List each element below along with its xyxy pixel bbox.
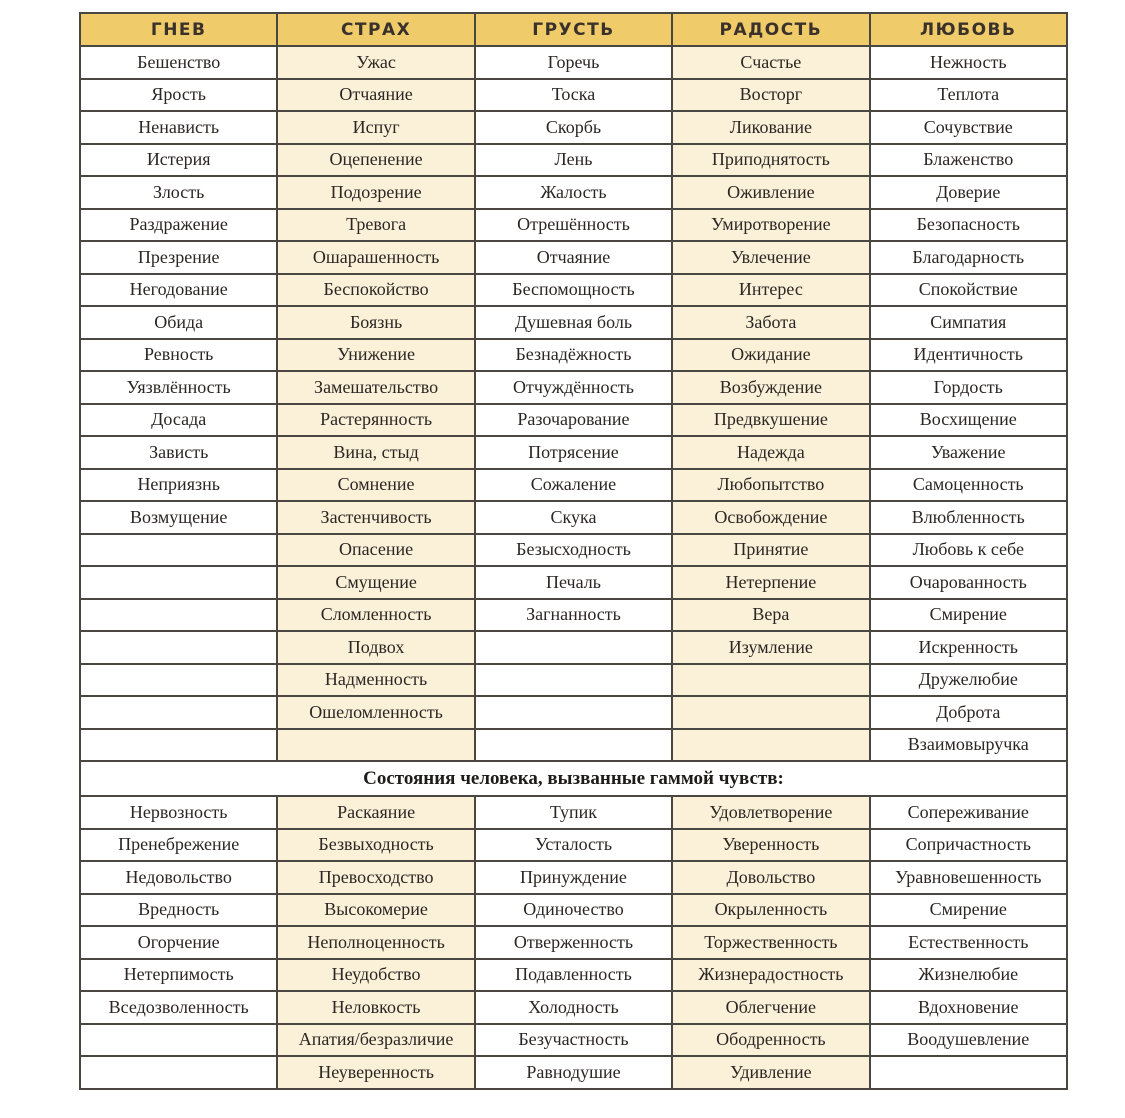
cell-sadness: Скорбь [475, 111, 672, 144]
table-row [80, 991, 1067, 1024]
cell-love: Смирение [870, 599, 1067, 632]
table-row [80, 959, 1067, 992]
table-row [80, 79, 1067, 112]
cell-fear: Тревога [277, 209, 474, 242]
table-row [80, 599, 1067, 632]
cell-fear: Высокомерие [277, 894, 474, 927]
cell-anger [80, 664, 277, 697]
cell-love: Идентичность [870, 339, 1067, 372]
cell-fear: Ужас [277, 46, 474, 79]
header-row [80, 13, 1067, 46]
cell-love: Спокойствие [870, 274, 1067, 307]
cell-anger [80, 631, 277, 664]
cell-anger: Злость [80, 176, 277, 209]
cell-joy: Нетерпение [672, 566, 869, 599]
cell-fear: Унижение [277, 339, 474, 372]
cell-love: Благодарность [870, 241, 1067, 274]
cell-anger: Огорчение [80, 926, 277, 959]
table-row [80, 436, 1067, 469]
header-fear: СТРАХ [277, 13, 474, 46]
cell-sadness: Сожаление [475, 469, 672, 502]
cell-sadness: Холодность [475, 991, 672, 1024]
cell-anger: Досада [80, 404, 277, 437]
cell-love: Сочувствие [870, 111, 1067, 144]
cell-joy: Ободренность [672, 1024, 869, 1057]
cell-joy: Приподнятость [672, 144, 869, 177]
cell-fear: Отчаяние [277, 79, 474, 112]
cell-love: Восхищение [870, 404, 1067, 437]
cell-joy: Возбуждение [672, 371, 869, 404]
table-row [80, 861, 1067, 894]
cell-fear: Надменность [277, 664, 474, 697]
table-row [80, 111, 1067, 144]
cell-anger [80, 696, 277, 729]
emotions-sheet [79, 12, 1066, 1090]
cell-sadness: Душевная боль [475, 306, 672, 339]
cell-anger [80, 729, 277, 762]
cell-love: Естественность [870, 926, 1067, 959]
cell-love: Самоценность [870, 469, 1067, 502]
table-row [80, 274, 1067, 307]
cell-sadness: Безучастность [475, 1024, 672, 1057]
cell-fear [277, 729, 474, 762]
cell-sadness: Беспомощность [475, 274, 672, 307]
cell-anger: Зависть [80, 436, 277, 469]
cell-anger: Ненависть [80, 111, 277, 144]
cell-fear: Подозрение [277, 176, 474, 209]
cell-love: Сопереживание [870, 796, 1067, 829]
section-row [80, 761, 1067, 796]
table-row [80, 469, 1067, 502]
cell-sadness: Безнадёжность [475, 339, 672, 372]
table-row [80, 566, 1067, 599]
cell-fear: Неудобство [277, 959, 474, 992]
cell-anger: Недовольство [80, 861, 277, 894]
table-row [80, 371, 1067, 404]
cell-joy: Надежда [672, 436, 869, 469]
cell-fear: Боязнь [277, 306, 474, 339]
table-row [80, 144, 1067, 177]
cell-joy: Жизнерадостность [672, 959, 869, 992]
cell-love: Влюбленность [870, 501, 1067, 534]
cell-sadness [475, 631, 672, 664]
cell-anger: Ярость [80, 79, 277, 112]
cell-joy [672, 729, 869, 762]
table-row [80, 729, 1067, 762]
cell-anger: Бешенство [80, 46, 277, 79]
cell-love: Взаимовыручка [870, 729, 1067, 762]
header-love: ЛЮБОВЬ [870, 13, 1067, 46]
table-row [80, 241, 1067, 274]
table-row [80, 829, 1067, 862]
cell-love: Теплота [870, 79, 1067, 112]
cell-anger: Негодование [80, 274, 277, 307]
cell-sadness: Печаль [475, 566, 672, 599]
emotions-table [79, 12, 1068, 1090]
cell-fear: Опасение [277, 534, 474, 567]
cell-love: Доверие [870, 176, 1067, 209]
cell-joy: Любопытство [672, 469, 869, 502]
cell-joy: Предвкушение [672, 404, 869, 437]
cell-love: Доброта [870, 696, 1067, 729]
cell-joy: Освобождение [672, 501, 869, 534]
cell-fear: Испуг [277, 111, 474, 144]
cell-sadness: Разочарование [475, 404, 672, 437]
cell-joy: Принятие [672, 534, 869, 567]
cell-love [870, 1056, 1067, 1089]
cell-fear: Ошеломленность [277, 696, 474, 729]
cell-anger: Неприязнь [80, 469, 277, 502]
cell-sadness: Отчаяние [475, 241, 672, 274]
cell-anger: Уязвлённость [80, 371, 277, 404]
table-row [80, 1024, 1067, 1057]
cell-love: Очарованность [870, 566, 1067, 599]
cell-fear: Сомнение [277, 469, 474, 502]
cell-love: Симпатия [870, 306, 1067, 339]
cell-joy: Умиротворение [672, 209, 869, 242]
cell-joy [672, 696, 869, 729]
cell-love: Уважение [870, 436, 1067, 469]
cell-joy: Удивление [672, 1056, 869, 1089]
cell-fear: Смущение [277, 566, 474, 599]
cell-love: Смирение [870, 894, 1067, 927]
cell-joy: Увлечение [672, 241, 869, 274]
cell-anger [80, 534, 277, 567]
cell-sadness: Тоска [475, 79, 672, 112]
cell-joy: Довольство [672, 861, 869, 894]
cell-fear: Растерянность [277, 404, 474, 437]
table-row [80, 631, 1067, 664]
table-row [80, 176, 1067, 209]
cell-love: Уравновешенность [870, 861, 1067, 894]
cell-love: Нежность [870, 46, 1067, 79]
cell-fear: Превосходство [277, 861, 474, 894]
cell-joy: Уверенность [672, 829, 869, 862]
states-body [80, 796, 1067, 1089]
cell-sadness: Усталость [475, 829, 672, 862]
cell-love: Вдохновение [870, 991, 1067, 1024]
table-row [80, 796, 1067, 829]
cell-joy: Забота [672, 306, 869, 339]
cell-love: Искренность [870, 631, 1067, 664]
cell-joy: Ликование [672, 111, 869, 144]
cell-joy: Изумление [672, 631, 869, 664]
cell-sadness: Равнодушие [475, 1056, 672, 1089]
cell-sadness: Горечь [475, 46, 672, 79]
cell-fear: Застенчивость [277, 501, 474, 534]
cell-fear: Неуверенность [277, 1056, 474, 1089]
table-row [80, 209, 1067, 242]
cell-anger [80, 566, 277, 599]
cell-fear: Безвыходность [277, 829, 474, 862]
cell-love: Любовь к себе [870, 534, 1067, 567]
cell-sadness: Отверженность [475, 926, 672, 959]
cell-sadness: Отрешённость [475, 209, 672, 242]
cell-fear: Неполноценность [277, 926, 474, 959]
cell-joy: Оживление [672, 176, 869, 209]
cell-love: Сопричастность [870, 829, 1067, 862]
cell-anger: Вредность [80, 894, 277, 927]
section-divider [80, 761, 1067, 796]
cell-fear: Подвох [277, 631, 474, 664]
cell-fear: Апатия/безразличие [277, 1024, 474, 1057]
cell-joy: Облегчение [672, 991, 869, 1024]
cell-love: Дружелюбие [870, 664, 1067, 697]
cell-sadness: Скука [475, 501, 672, 534]
cell-anger: Вседозволенность [80, 991, 277, 1024]
header-anger: ГНЕВ [80, 13, 277, 46]
cell-sadness: Принуждение [475, 861, 672, 894]
table-row [80, 404, 1067, 437]
cell-anger: Презрение [80, 241, 277, 274]
table-row [80, 664, 1067, 697]
cell-joy: Ожидание [672, 339, 869, 372]
table-row [80, 1056, 1067, 1089]
cell-fear: Замешательство [277, 371, 474, 404]
cell-sadness: Безысходность [475, 534, 672, 567]
cell-fear: Неловкость [277, 991, 474, 1024]
cell-joy: Окрыленность [672, 894, 869, 927]
cell-love: Жизнелюбие [870, 959, 1067, 992]
cell-anger: Нервозность [80, 796, 277, 829]
cell-sadness: Подавленность [475, 959, 672, 992]
cell-sadness [475, 696, 672, 729]
emotions-body [80, 46, 1067, 761]
table-row [80, 696, 1067, 729]
cell-anger [80, 599, 277, 632]
cell-anger: Нетерпимость [80, 959, 277, 992]
cell-joy: Счастье [672, 46, 869, 79]
header-sadness: ГРУСТЬ [475, 13, 672, 46]
cell-fear: Беспокойство [277, 274, 474, 307]
cell-sadness: Одиночество [475, 894, 672, 927]
cell-sadness: Тупик [475, 796, 672, 829]
table-row [80, 46, 1067, 79]
cell-fear: Раскаяние [277, 796, 474, 829]
cell-anger: Истерия [80, 144, 277, 177]
section-title: Состояния человека, вызванные гаммой чувств: [80, 761, 1067, 796]
table-row [80, 534, 1067, 567]
cell-anger: Пренебрежение [80, 829, 277, 862]
cell-sadness [475, 729, 672, 762]
table-row [80, 306, 1067, 339]
cell-fear: Сломленность [277, 599, 474, 632]
cell-fear: Ошарашенность [277, 241, 474, 274]
cell-joy: Восторг [672, 79, 869, 112]
cell-sadness: Потрясение [475, 436, 672, 469]
cell-sadness [475, 664, 672, 697]
cell-love: Безопасность [870, 209, 1067, 242]
cell-sadness: Отчуждённость [475, 371, 672, 404]
cell-sadness: Лень [475, 144, 672, 177]
table-row [80, 339, 1067, 372]
cell-fear: Оцепенение [277, 144, 474, 177]
cell-love: Гордость [870, 371, 1067, 404]
table-row [80, 501, 1067, 534]
cell-joy: Интерес [672, 274, 869, 307]
cell-joy: Удовлетворение [672, 796, 869, 829]
cell-joy [672, 664, 869, 697]
cell-anger [80, 1056, 277, 1089]
cell-anger: Раздражение [80, 209, 277, 242]
cell-anger: Обида [80, 306, 277, 339]
cell-joy: Вера [672, 599, 869, 632]
cell-anger [80, 1024, 277, 1057]
header-joy: РАДОСТЬ [672, 13, 869, 46]
cell-joy: Торжественность [672, 926, 869, 959]
cell-anger: Ревность [80, 339, 277, 372]
cell-love: Воодушевление [870, 1024, 1067, 1057]
cell-sadness: Загнанность [475, 599, 672, 632]
cell-sadness: Жалость [475, 176, 672, 209]
cell-fear: Вина, стыд [277, 436, 474, 469]
cell-anger: Возмущение [80, 501, 277, 534]
table-row [80, 926, 1067, 959]
cell-love: Блаженство [870, 144, 1067, 177]
table-row [80, 894, 1067, 927]
